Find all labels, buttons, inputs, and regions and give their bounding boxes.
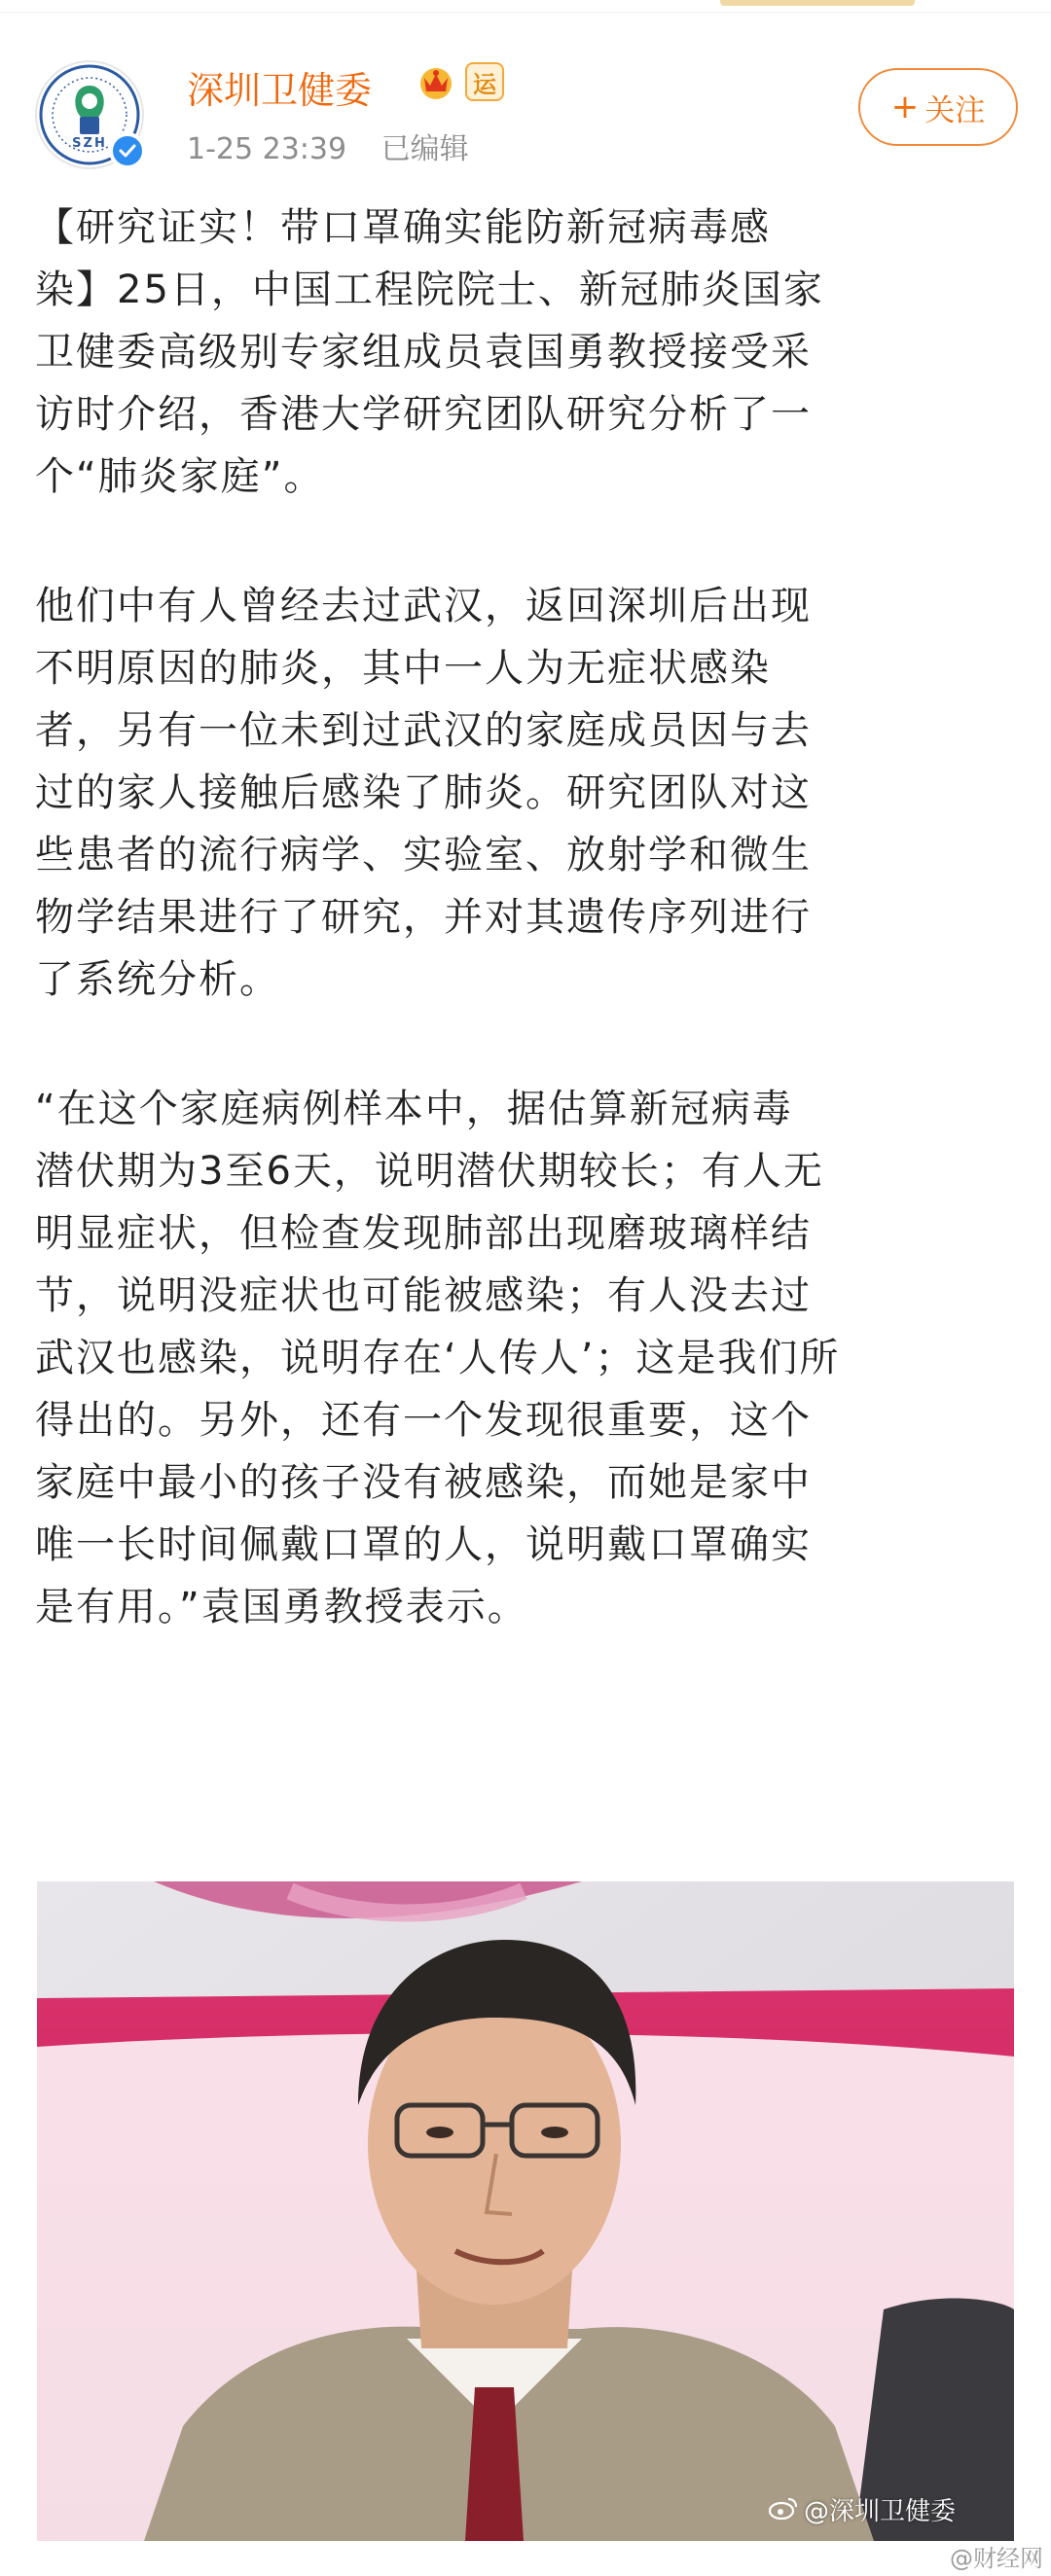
- source-watermark: @财经网: [950, 2545, 1043, 2572]
- post-timestamp: 1-25 23:39: [187, 132, 347, 166]
- image-watermark-text: @深圳卫健委: [803, 2497, 956, 2526]
- top-bar-sliver: [0, 0, 1051, 13]
- avatar-text: SZH: [72, 136, 107, 151]
- post-body: [35, 197, 1008, 1638]
- post-paragraph-3: “在这个家庭病例样本中，据估算新冠病毒 潜伏期为3至6天，说明潜伏期较长；有人无 明显症状，但检查发现肺部出现磨玻璃样结 节，说明没症状也可能被感染；有人没去过 武汉也感染，说明存在‘人传人’；这是我们所 得出的。另外，还有一个发现很重要，这个 家庭中最小的孩子没有被感染，而她是家中 唯一长时间佩戴口罩的人，说明戴口罩确实 是有用。”袁国勇教授表示。: [35, 1087, 841, 1629]
- post-paragraph-1: 【研究证实！带口罩确实能防新冠病毒感 染】25日，中国工程院院士、新冠肺炎国家 卫健委高级别专家组成员袁国勇教授接受采 访时介绍，香港大学研究团队研究分析了一 个“肺炎家庭”。: [35, 205, 824, 499]
- author-name[interactable]: 深圳卫健委: [187, 69, 373, 112]
- plus-icon: +: [890, 88, 920, 126]
- post-header: [0, 39, 1051, 175]
- post-paragraph-2: 他们中有人曾经去过武汉，返回深圳后出现 不明原因的肺炎，其中一人为无症状感染 者，另有一位未到过武汉的家庭成员因与去 过的家人接触后感染了肺炎。研究团队对这 些患者的流行病学、实验室、放射学和微生 物学结果进行了研究，并对其遗传序列进行 了系统分析。: [35, 584, 812, 1002]
- vip-badge: 运: [465, 62, 504, 101]
- weibo-logo-icon: [769, 2496, 798, 2520]
- post-meta: [187, 125, 469, 167]
- professor-photo: [37, 1881, 1014, 2541]
- image-watermark: [769, 2491, 956, 2527]
- edited-label: 已编辑: [381, 132, 469, 166]
- top-decoration: [720, 0, 915, 6]
- follow-label: 关注: [924, 92, 986, 128]
- crown-badge-icon: [415, 60, 457, 103]
- follow-button[interactable]: [858, 68, 1018, 146]
- post-image[interactable]: [37, 1881, 1014, 2541]
- verified-check-icon: [109, 132, 146, 169]
